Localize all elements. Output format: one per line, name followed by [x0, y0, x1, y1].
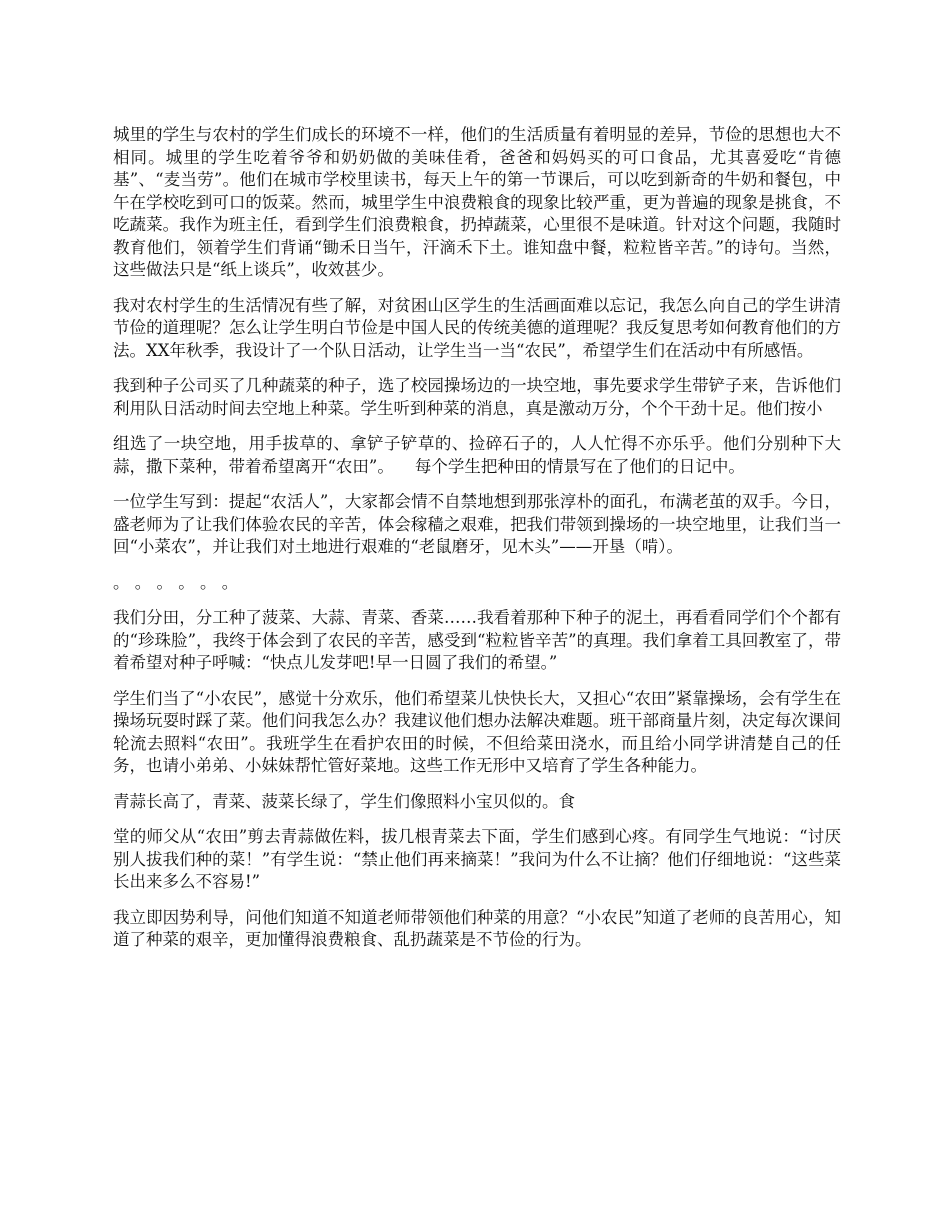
paragraph-9: 堂的师父从“农田”剪去青蒜做佐料，拔几根青菜去下面，学生们感到心疼。有同学生气地说：“讨厌别人拔我们种的菜！”有学生说：“禁止他们再来摘菜！”我问为什么不让摘？他们仔细地说：“这些菜长出来多么不容易!”: [113, 827, 841, 891]
paragraph-4: 组选了一块空地，用手拔草的、拿铲子铲草的、捡碎石子的，人人忙得不亦乐乎。他们分别种下大蒜，撒下菜种，带着希望离开“农田”。 每个学生把种田的情景写在了他们的日记中。: [113, 434, 841, 476]
paragraph-1: 城里的学生与农村的学生们成长的环境不一样，他们的生活质量有着明显的差异，节俭的思想也大不相同。城里的学生吃着爷爷和奶奶做的美味佳肴，爸爸和妈妈买的可口食品，尤其喜爱吃“肯德基”、“麦当劳”。他们在城市学校里读书，每天上午的第一节课后，可以吃到新奇的牛奶和餐包，中午在学校吃到可口的饭菜。然而，城里学生中浪费粮食的现象比较严重，更为普遍的现象是挑食，不吃蔬菜。我作为班主任，看到学生们浪费粮食，扔掉蔬菜，心里很不是味道。针对这个问题，我随时教育他们，领着学生们背诵“锄禾日当午，汗滴禾下土。谁知盘中餐，粒粒皆辛苦。”的诗句。当然，这些做法只是“纸上谈兵”，收效甚少。: [113, 125, 841, 279]
paragraph-8: 青蒜长高了，青菜、菠菜长绿了，学生们像照料小宝贝似的。食: [113, 791, 575, 811]
paragraph-6: 我们分田，分工种了菠菜、大蒜、青菜、香菜……我看着那种下种子的泥土，再看看同学们个个都有的“珍珠脸”，我终于体会到了农民的辛苦，感受到“粒粒皆辛苦”的真理。我们拿着工具回教室了，带着希望对种子呼喊：“快点儿发芽吧!早一日圆了我们的希望。”: [113, 608, 841, 672]
paragraph-7: 学生们当了“小农民”，感觉十分欢乐，他们希望菜儿快快长大，又担心“农田”紧靠操场，会有学生在操场玩耍时踩了菜。他们问我怎么办？我建议他们想办法解决难题。班干部商量片刻，决定每次课间轮流去照料“农田”。我班学生在看护农田的时候，不但给菜田浇水，而且给小同学讲清楚自己的任务，也请小弟弟、小妹妹帮忙管好菜地。这些工作无形中又培育了学生各种能力。: [113, 688, 841, 775]
paragraph-3: 我到种子公司买了几种蔬菜的种子，选了校园操场边的一块空地，事先要求学生带铲子来，告诉他们利用队日活动时间去空地上种菜。学生听到种菜的消息，真是激动万分，个个干劲十足。他们按小: [113, 376, 841, 418]
paragraph-10: 我立即因势利导，问他们知道不知道老师带领他们种菜的用意？“小农民”知道了老师的良苦用心，知道了种菜的艰辛，更加懂得浪费粮食、乱扔蔬菜是不节俭的行为。: [113, 907, 841, 949]
paragraph-5: 一位学生写到：提起“农活人”，大家都会情不自禁地想到那张淳朴的面孔，布满老茧的双手。今日，盛老师为了让我们体验农民的辛苦，体会稼穑之艰难，把我们带领到操场的一块空地里，让我们当一回“小菜农”，并让我们对土地进行艰难的“老鼠磨牙，见木头”——开垦（啃）。: [113, 492, 841, 556]
document-body: [113, 124, 841, 965]
paragraph-2: 我对农村学生的生活情况有些了解，对贫困山区学生的生活画面难以忘记，我怎么向自己的学生讲清节俭的道理呢？怎么让学生明白节俭是中国人民的传统美德的道理呢？我反复思考如何教育他们的方法。XX年秋季，我设计了一个队日活动，让学生当一当“农民”，希望学生们在活动中有所感悟。: [113, 295, 841, 360]
ellipsis-line: 。 。 。 。 。 。: [113, 572, 239, 592]
